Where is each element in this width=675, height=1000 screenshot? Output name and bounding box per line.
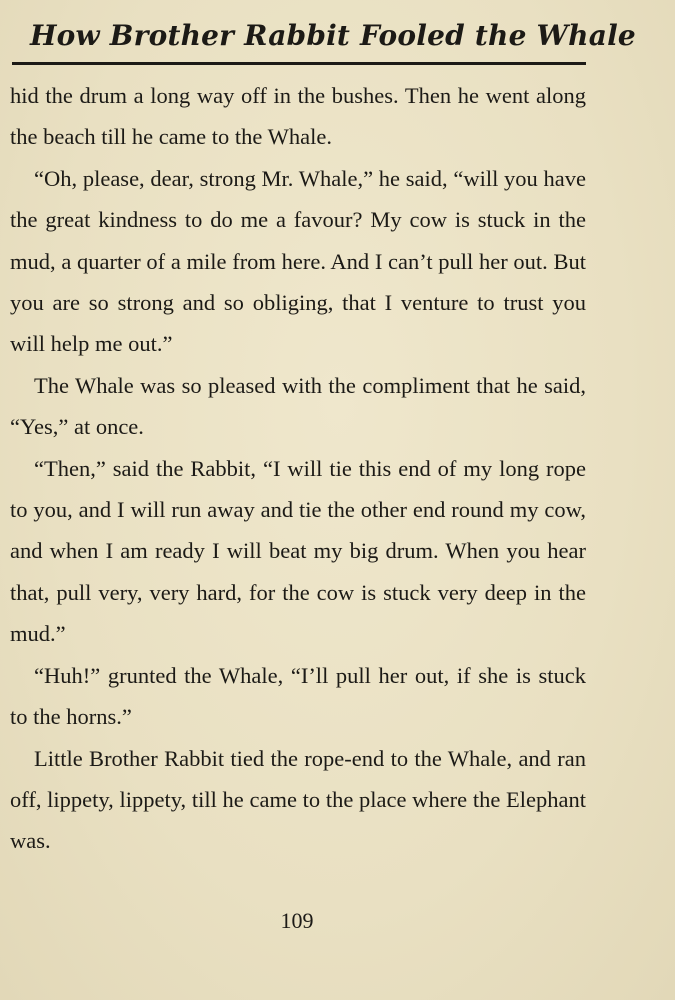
paragraph: Little Brother Rabbit tied the rope-end to the Whale, and ran off, lippety, lippety, till he came to the place where the Elephant was. [10, 745, 586, 854]
running-head: How Brother Rabbit Fooled the Whale [30, 19, 636, 52]
page-number: 109 [280, 908, 314, 933]
paragraph: “Huh!” grunted the Whale, “I’ll pull her out, if she is stuck to the horns.” [10, 662, 586, 730]
paragraph: hid the drum a long way off in the bushes. Then he went along the beach till he came to the Whale. [10, 83, 586, 150]
paragraph: The Whale was so pleased with the compliment that he said, “Yes,” at once. [10, 372, 586, 440]
paragraph: “Then,” said the Rabbit, “I will tie this end of my long rope to you, and I will run away and tie the other end round my cow, and when I am ready I will beat my big drum. When you hear that, pull very, very hard, for the cow is stuck very deep in the mud.” [10, 455, 586, 647]
header-rule [12, 62, 586, 65]
body-text [10, 75, 586, 862]
paragraph: “Oh, please, dear, strong Mr. Whale,” he said, “will you have the great kindness to do me a favour? My cow is stuck in the mud, a quarter of a mile from here. And I can’t pull her out. But you are so strong and so obliging, that I venture to trust you will help me out.” [10, 165, 586, 357]
